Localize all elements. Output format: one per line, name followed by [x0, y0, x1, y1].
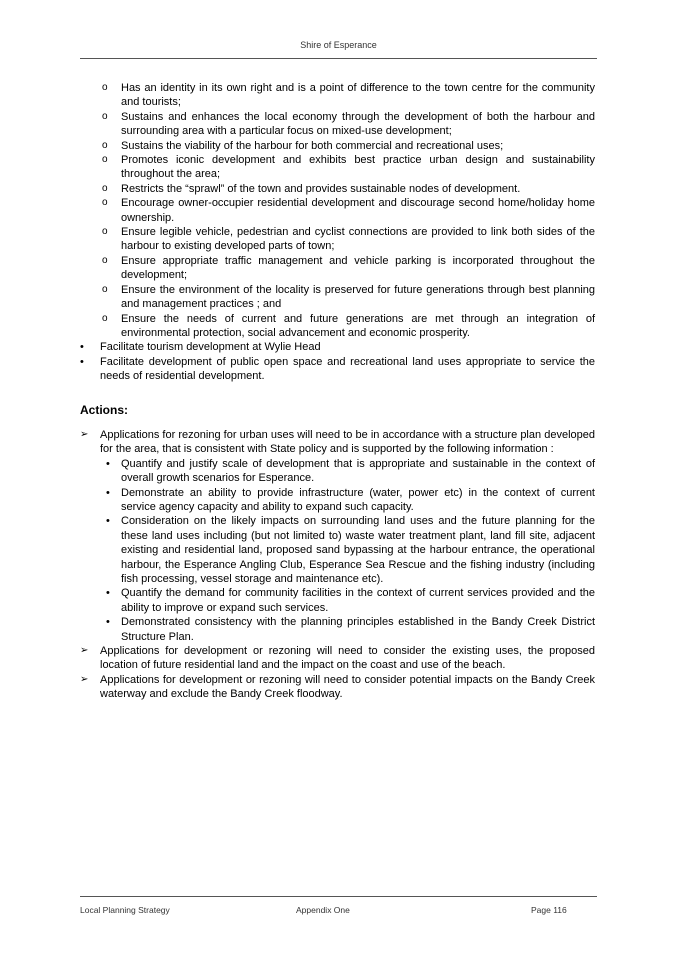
list-item: o Ensure the environment of the locality is preserved for future generations through best planning and management practices ; and: [80, 283, 595, 312]
list-item: • Consideration on the likely impacts on surrounding land uses and the future planning for the these land uses including (but not limited to) waste water treatment plant, land fill site, adjacent existing and residential land, proposed sand bypassing at the harbour entrance, the operational harbour, the Esperance Angling Club, Esperance Sea Rescue and the fishing industry (including fish processing, vessel storage and maintenance etc).: [100, 514, 595, 586]
footer-section: Appendix One: [296, 905, 350, 915]
list-item: • Quantify the demand for community facilities in the context of current services provided and the ability to improve or expand such services.: [100, 586, 595, 615]
action-item-waterway: ➢ Applications for development or rezoning will need to consider potential impacts on the Bandy Creek waterway and exclude the Bandy Creek floodway.: [80, 673, 595, 702]
header-rule: [80, 58, 597, 59]
list-item: o Restricts the “sprawl” of the town and provides sustainable nodes of development.: [80, 182, 595, 196]
actions-heading: Actions:: [80, 402, 128, 417]
footer-rule: [80, 896, 597, 897]
footer-document-title: Local Planning Strategy: [80, 905, 170, 915]
actions-list: [80, 428, 595, 702]
action-item-structure-plan: [80, 428, 595, 644]
list-item: o Ensure appropriate traffic management and vehicle parking is incorporated throughout the development;: [80, 254, 595, 283]
list-item: o Encourage owner-occupier residential development and discourage second home/holiday home ownership.: [80, 196, 595, 225]
list-item: o Sustains and enhances the local economy through the development of both the harbour and surrounding area with a particular focus on mixed-use development;: [80, 110, 595, 139]
action-item-existing-uses: ➢ Applications for development or rezoning will need to consider the existing uses, the proposed location of future residential land and the impact on the coast and use of the beach.: [80, 644, 595, 673]
list-item: o Promotes iconic development and exhibits best practice urban design and sustainability throughout the area;: [80, 153, 595, 182]
information-list: [100, 457, 595, 644]
objectives-sublist: [80, 81, 595, 340]
page-header: Shire of Esperance: [300, 40, 377, 50]
list-item: • Demonstrate an ability to provide infrastructure (water, power etc) in the context of current service agency capacity and ability to expand such capacity.: [100, 486, 595, 515]
list-item: o Sustains the viability of the harbour for both commercial and recreational uses;: [80, 139, 595, 153]
footer-page-number: Page 116: [531, 905, 567, 915]
list-item: o Ensure legible vehicle, pedestrian and cyclist connections are provided to link both sides of the harbour to existing developed parts of town;: [80, 225, 595, 254]
list-item: • Facilitate development of public open space and recreational land uses appropriate to service the needs of residential development.: [80, 355, 595, 384]
list-item: • Facilitate tourism development at Wylie Head: [80, 340, 595, 354]
objectives-list: [80, 340, 595, 383]
list-item: • Demonstrated consistency with the planning principles established in the Bandy Creek District Structure Plan.: [100, 615, 595, 644]
action-intro: Applications for rezoning for urban uses will need to be in accordance with a structure plan developed for the area, that is consistent with State policy and is supported by the following information :: [100, 428, 595, 456]
list-item: o Ensure the needs of current and future generations are met through an integration of environmental protection, social advancement and economic prosperity.: [80, 312, 595, 341]
list-item: • Quantify and justify scale of development that is appropriate and sustainable in the context of overall growth scenarios for Esperance.: [100, 457, 595, 486]
page-body: [80, 81, 595, 702]
list-item: o Has an identity in its own right and is a point of difference to the town centre for the community and tourists;: [80, 81, 595, 110]
